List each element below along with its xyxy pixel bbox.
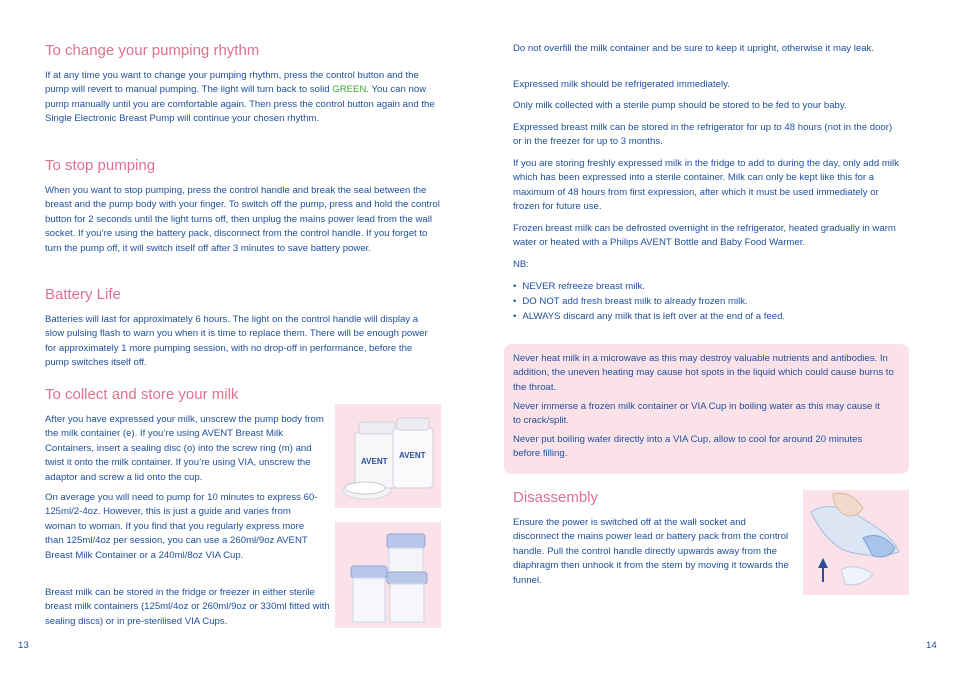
green-light-label: GREEN: [332, 84, 367, 96]
change-rhythm-heading: To change your pumping rhythm: [45, 42, 260, 59]
page-number-right: 14: [926, 640, 937, 651]
battery-life-heading: Battery Life: [45, 286, 121, 303]
battery-life-paragraph: Batteries will last for approximately 6 hours. The light on the control handle will display a slow pulsing flash to warn you when it is time to replace them. There will be enough power for approximately 1 more pumping session, with no drop-off in performance, before the pump switches itself off.: [45, 314, 428, 369]
collect-store-heading: To collect and store your milk: [45, 386, 239, 403]
list-item: • NEVER refreeze breast milk.: [513, 280, 785, 295]
storage-duration-paragraph: Expressed breast milk can be stored in the refrigerator for up to 48 hours (not in the door) or in the freezer for up to 3 months.: [513, 122, 893, 148]
stop-pumping-paragraph: When you want to stop pumping, press the control handle and break the seal between the breast and the pump body with your finger. To switch off the pump, press and hold the control button for 2 seconds until the light turns off, then unplug the mains power lead from the wall socket. If you’re using the battery pack, disconnect from the control handle. If you forget to turn the pump off, it will switch itself off after 3 minutes to save battery power.: [45, 185, 440, 254]
via-cups-photo: [335, 522, 441, 628]
boiling-immerse-warning: Never immerse a frozen milk container or VIA Cup in boiling water as this may cause it to crack/split.: [513, 401, 880, 427]
change-rhythm-paragraph: If at any time you want to change your pumping rhythm, press the control button and the pump will revert to manual pumping. The light will turn back to solid GREEN. You can now pump manually until you are comfortable again. Then press the control button again and the Single Electronic Breast Pump will continue your chosen rhythm.: [45, 70, 435, 125]
fresh-storage-paragraph: If you are storing freshly expressed milk in the fridge to add to during the day, only add milk which has been expressed into a sterile container. Milk can only be kept like this for a maximum of 48 hours from first expression, after which it must be used immediately or frozen for future use.: [513, 158, 899, 213]
list-item: • DO NOT add fresh breast milk to already frozen milk.: [513, 295, 785, 310]
nb-label: NB:: [513, 259, 529, 270]
list-item: • ALWAYS discard any milk that is left over at the end of a feed.: [513, 310, 785, 325]
collect-store-paragraph-2: On average you will need to pump for 10 minutes to express 60-125ml/2-4oz. However, this is just a guide and varies from woman to woman. If you find that you regularly express more than 125ml/4oz per session, you can use a 260ml/9oz AVENT Breast Milk Container or a 240ml/8oz VIA Cup.: [45, 492, 318, 561]
microwave-warning: Never heat milk in a microwave as this may destroy valuable nutrients and antibodies. In addition, the uneven heating may cause hot spots in the liquid which could cause burns to the throat.: [513, 353, 894, 393]
page-number-left: 13: [18, 640, 29, 651]
stop-pumping-heading: To stop pumping: [45, 157, 156, 174]
collect-store-paragraph-1: After you have expressed your milk, unscrew the pump body from the milk container (e). If you’re using AVENT Breast Milk Containers, insert a sealing disc (o) into the screw ring (m) and twist it onto the milk container. If you’re using VIA, unscrew the adaptor and screw a lid onto the cup.: [45, 414, 324, 483]
disassembly-photo: [803, 490, 909, 595]
milk-containers-photo: [335, 404, 441, 508]
avent-logo-1: AVENT: [361, 457, 388, 466]
disassembly-paragraph: Ensure the power is switched off at the wall socket and disconnect the mains power lead or battery pack from the control handle. Pull the control handle directly upwards away from the diaphragm then unhook it from the stem by moving it towards the funnel.: [513, 517, 789, 586]
boiling-water-warning: Never put boiling water directly into a VIA Cup, allow to cool for around 20 minutes before filling.: [513, 434, 863, 460]
avent-logo-2: AVENT: [399, 451, 426, 460]
right-page: [477, 0, 954, 675]
storage-rules-list: [513, 280, 785, 324]
collect-store-paragraph-3: Breast milk can be stored in the fridge or freezer in either sterile breast milk containers (125ml/4oz or 260ml/9oz or 330ml fitted with sealing discs) or in pre-sterilised VIA Cups.: [45, 587, 330, 627]
sterile-pump-paragraph: Only milk collected with a sterile pump should be stored to be fed to your baby.: [513, 100, 847, 111]
warning-box: [504, 344, 909, 474]
defrost-paragraph: Frozen breast milk can be defrosted overnight in the refrigerator, heated gradually in warm water or heated with a Philips AVENT Bottle and Baby Food Warmer.: [513, 223, 896, 249]
overfill-paragraph: Do not overfill the milk container and be sure to keep it upright, otherwise it may leak.: [513, 43, 875, 54]
refrigerate-paragraph: Expressed milk should be refrigerated immediately.: [513, 79, 730, 90]
disassembly-heading: Disassembly: [513, 489, 599, 506]
